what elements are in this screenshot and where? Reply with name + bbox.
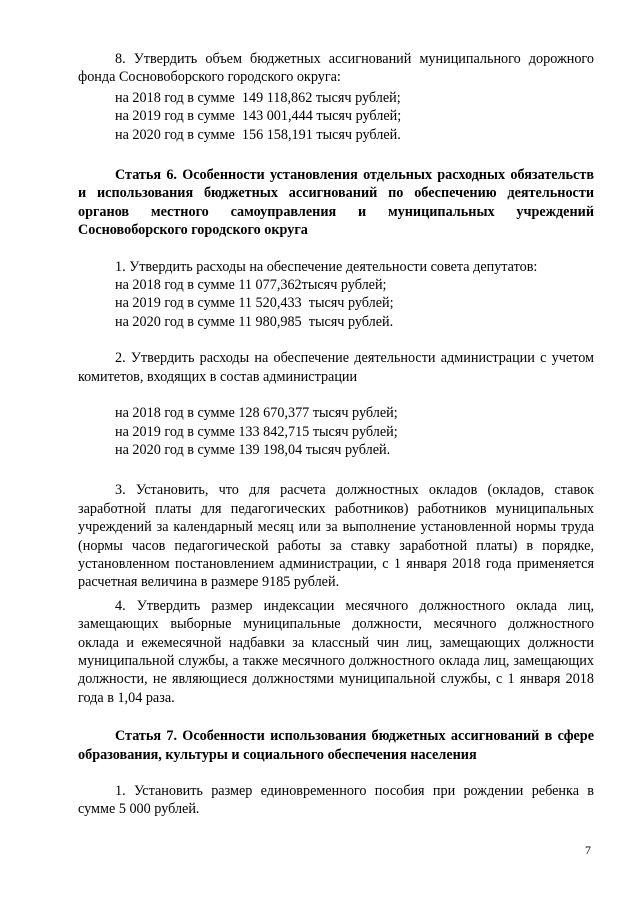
amount-line: на 2020 год в сумме 139 198,04 тысяч рублей. <box>115 441 391 458</box>
article-6-heading: Статья 6. Особенности установления отдельных расходных обязательств и использования бюджетных ассигнований по обеспечению деятельности органов местного самоуправления и муниципальных учреждений Сосновоборского городского округа <box>78 167 594 239</box>
article-7-paragraph-1: 1. Установить размер единовременного пособия при рождении ребенка в сумме 5 000 рублей. <box>78 783 594 818</box>
amount-line: на 2018 год в сумме 149 118,862 тысяч рублей; <box>115 89 401 106</box>
amount-line: на 2019 год в сумме 143 001,444 тысяч рублей; <box>115 108 402 125</box>
amount-line: на 2018 год в сумме 128 670,377 тысяч рублей; <box>115 405 398 422</box>
council-amounts <box>78 276 594 331</box>
article-6-paragraph-1: 1. Утвердить расходы на обеспечение деятельности совета депутатов: <box>115 258 538 275</box>
article-6-paragraph-2: 2. Утвердить расходы на обеспечение деятельности администрации с учетом комитетов, входящих в состав администрации <box>78 350 594 385</box>
article-6-paragraph-3: 3. Установить, что для расчета должностных окладов (окладов, ставок заработной платы для педагогических работников) работников муниципальных учреждений за календарный месяц или за выполнение установленной нормы труда (нормы часов педагогической работы за ставку заработной платы) в порядке, установленном постановлением администрации, с 1 января 2018 года применяется расчетная величина в размере 9185 рублей. <box>78 482 594 591</box>
road-fund-amounts <box>78 89 594 144</box>
article-6-paragraph-4: 4. Утвердить размер индексации месячного должностного оклада лиц, замещающих выборные муниципальные должности, месячного должностного оклада и ежемесячной надбавки за классный чин лиц, замещающих должности муниципальной службы, а также месячного должностного оклада лиц, замещающих должности, не являющиеся должностями муниципальной службы, с 1 января 2018 года в 1,04 раза. <box>78 597 594 706</box>
amount-line: на 2018 год в сумме 11 077,362тысяч рублей; <box>115 277 387 294</box>
amount-line: на 2019 год в сумме 133 842,715 тысяч рублей; <box>115 423 398 440</box>
article-7-heading: Статья 7. Особенности использования бюджетных ассигнований в сфере образования, культуры и социального обеспечения населения <box>78 728 594 763</box>
page-content <box>78 50 594 819</box>
amount-line: на 2019 год в сумме 11 520,433 тысяч рублей; <box>115 295 394 312</box>
amount-line: на 2020 год в сумме 11 980,985 тысяч рублей. <box>115 313 394 330</box>
administration-amounts <box>78 404 594 459</box>
paragraph-8: 8. Утвердить объем бюджетных ассигнований муниципального дорожного фонда Сосновоборского городского округа: <box>78 51 594 86</box>
page-number: 7 <box>585 843 591 857</box>
amount-line: на 2020 год в сумме 156 158,191 тысяч рублей. <box>115 126 401 143</box>
